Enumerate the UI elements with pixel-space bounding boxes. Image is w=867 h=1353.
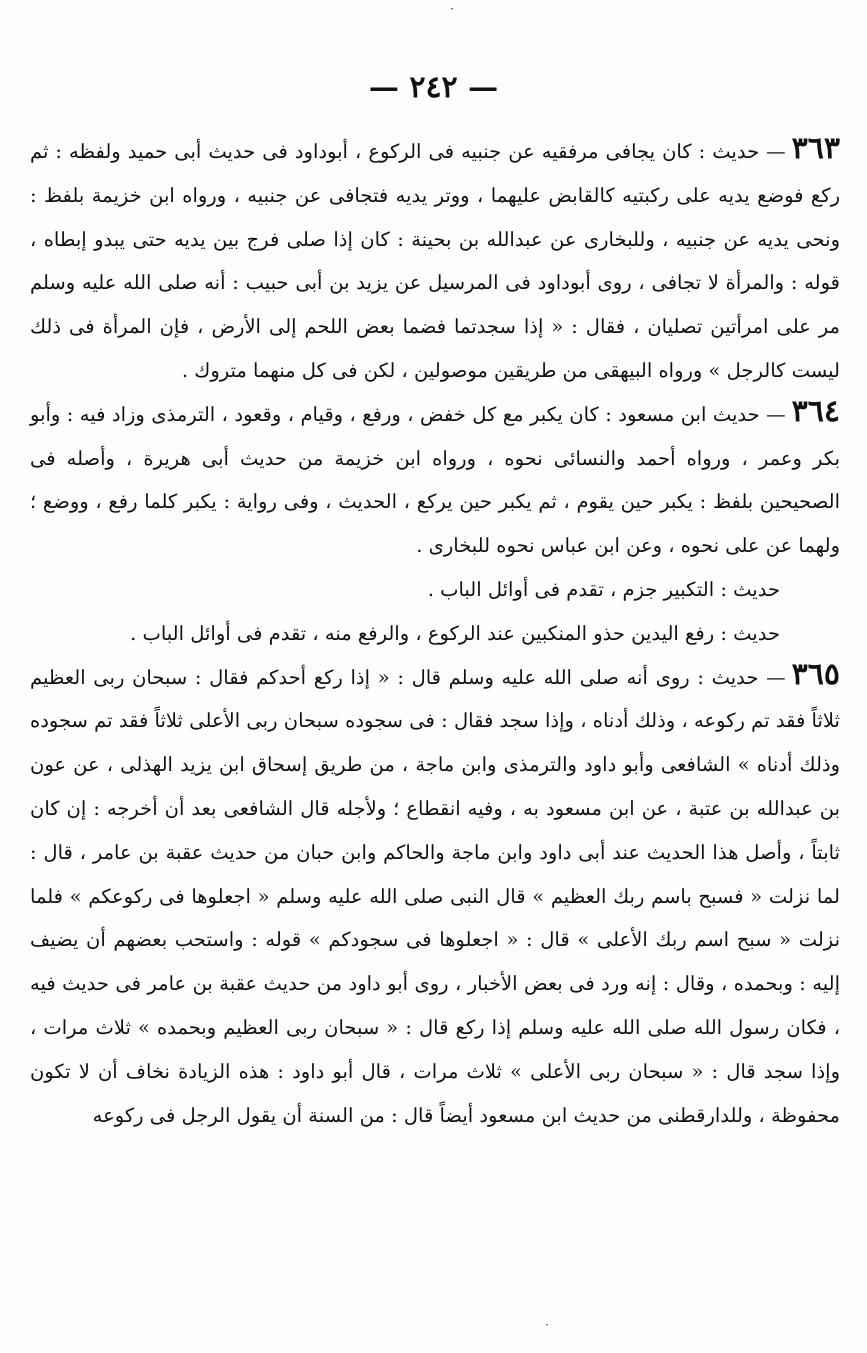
paragraph-text: حديث : التكبير جزم ، تقدم فى أوائل الباب .: [427, 577, 780, 601]
hadith-paragraph: [30, 568, 840, 612]
hadith-number: ٣٦٥: [791, 656, 840, 692]
page-number: — ٢٤٢ —: [368, 70, 499, 105]
paragraph-text: حديث : رفع اليدين حذو المنكبين عند الركوع ، والرفع منه ، تقدم فى أوائل الباب .: [130, 621, 780, 645]
hadith-paragraph: [30, 130, 840, 393]
paragraph-text: — حديث ابن مسعود : كان يكبر مع كل خفض ، ورفع ، وقيام ، وقعود ، الترمذى وزاد فيه : وأبو بكر وعمر ، ورواه أحمد والنسائى نحوه ، ورواه ابن خزيمة من حديث أبى هريرة ، وأصله فى الصحيحين بلفظ : يكبر حين يقوم ، ثم يكبر حين يركع ، الحديث ، وفى رواية : يكبر كلما رفع ، ووضع ؛ ولهما عن على نحوه ، وعن ابن عباس نحوه للبخارى .: [30, 402, 840, 558]
paragraph-text: — حديث : كان يجافى مرفقيه عن جنبيه فى الركوع ، أبوداود فى حديث أبى حميد ولفظه : ثم ركع فوضع يديه على ركبتيه كالقابض عليهما ، ووتر يديه فتجافى عن جنبيه ، ورواه ابن خزيمة بلفظ : ونحى يديه عن جنبيه ، وللبخارى عن عبدالله بن بحينة : كان إذا صلى فرج بين يديه حتى يبدو إبطاه ، قوله : والمرأة لا تجافى ، روى أبوداود فى المرسيل عن يزيد بن أبى حبيب : أنه صلى الله عليه وسلم مر على امرأتين تصليان ، فقال : « إذا سجدتما فضما بعض اللحم إلى الأرض ، فإن المرأة فى ذلك ليست كالرجل » ورواه البيهقى من طريقين موصولين ، لكن فى كل منهما متروك .: [30, 140, 840, 382]
hadith-paragraph: [30, 393, 840, 568]
hadith-number: ٣٦٤: [791, 393, 840, 429]
scan-speck: ·: [450, 2, 454, 16]
body-text: [30, 130, 840, 1137]
scan-speck: ·: [545, 1318, 549, 1332]
hadith-number: ٣٦٣: [791, 131, 840, 166]
paragraph-text: — حديث : روى أنه صلى الله عليه وسلم قال : « إذا ركع أحدكم فقال : سبحان ربى العظيم ثلاثاً فقد تم ركوعه ، وذلك أدناه ، وإذا سجد فقال : فى سجوده سبحان ربى الأعلى ثلاثاً فقد تم سجوده وذلك أدناه » الشافعى وأبو داود والترمذى وابن ماجة ، من طريق إسحاق ابن يزيد الهذلى ، عن عون بن عبدالله بن عتبة ، عن ابن مسعود به ، وفيه انقطاع ؛ ولأجله قال الشافعى بعد أن أخرجه : إن كان ثابتاً ، وأصل هذا الحديث عند أبى داود وابن ماجة والحاكم وابن حبان من حديث عقبة بن عامر ، قال : لما نزلت « فسبح باسم ربك العظيم » قال النبى صلى الله عليه وسلم « اجعلوها فى ركوعكم » فلما نزلت « سبح اسم ربك الأعلى » قال : « اجعلوها فى سجودكم » قوله : واستحب بعضهم أن يضيف إليه : وبحمده ، وقال : إنه ورد فى بعض الأخبار ، روى أبو داود من حديث عقبة بن عامر فى حديث فيه ، فكان رسول الله صلى الله عليه وسلم إذا ركع قال : « سبحان ربى العظيم وبحمده » ثلاث مرات ، وإذا سجد قال : « سبحان ربى الأعلى » ثلاث مرات ، قال أبو داود : هذه الزيادة نخاف أن لا تكون محفوظة ، وللدارقطنى من حديث ابن مسعود أيضاً قال : من السنة أن يقول الرجل فى ركوعه: [30, 665, 840, 1127]
hadith-paragraph: [30, 656, 840, 1138]
hadith-paragraph: [30, 612, 840, 656]
